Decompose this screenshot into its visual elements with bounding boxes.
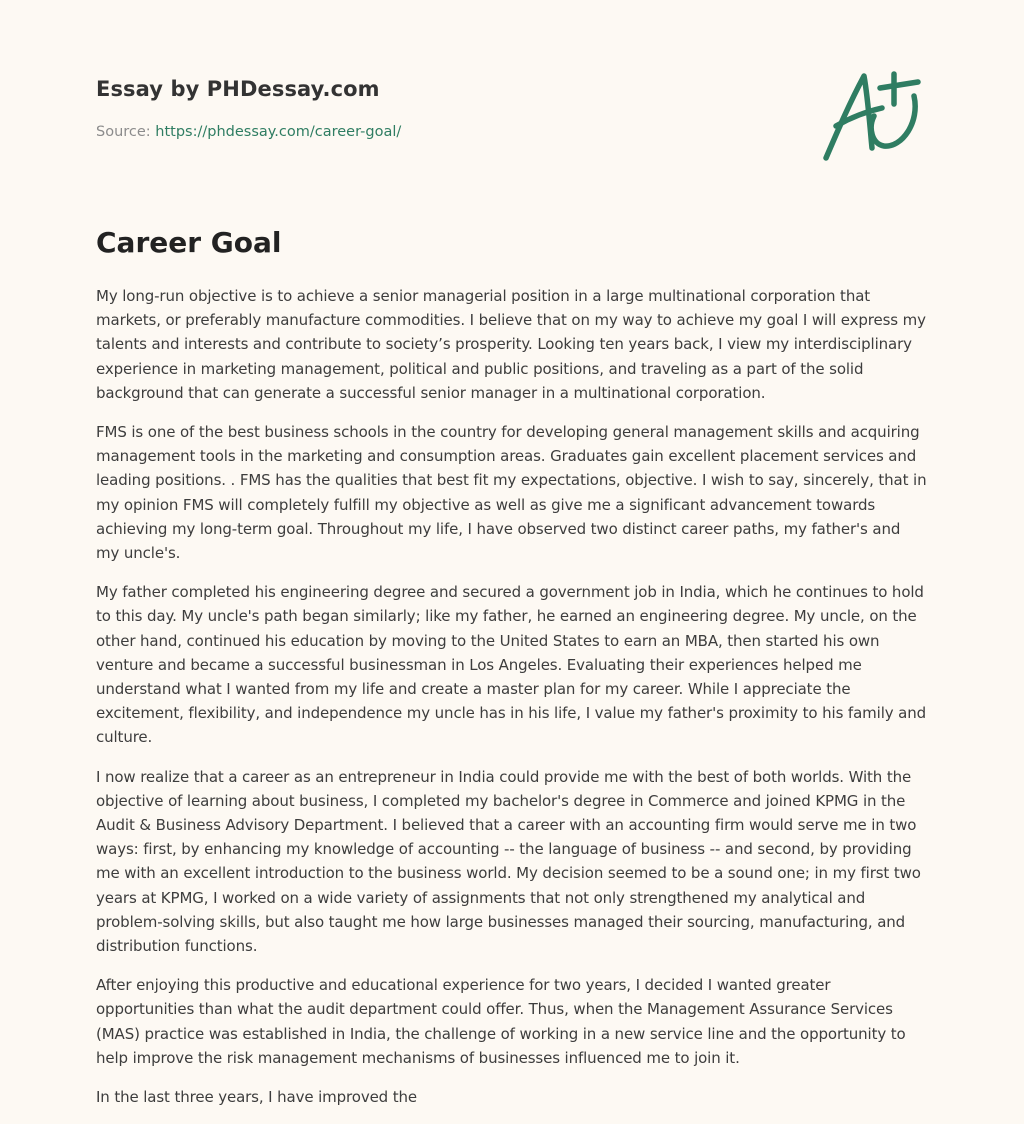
essay-page xyxy=(96,0,928,1107)
source-line xyxy=(96,124,401,140)
essay-paragraph: After enjoying this productive and educational experience for two years, I decided I wanted greater opportunities than what the audit department could offer. Thus, when the Management Assurance Services (MAS) practice was established in India, the challenge of working in a new service line and the opportunity to help improve the risk management mechanisms of businesses influenced me to join it. xyxy=(96,976,906,1067)
essay-paragraph: I now realize that a career as an entrepreneur in India could provide me with the best of both worlds. With the objective of learning about business, I completed my bachelor's degree in Commerce and joined KPMG in the Audit & Business Advisory Department. I believed that a career with an accounting firm would serve me in two ways: first, by enhancing my knowledge of accounting -- the language of business -- and second, by providing me with an excellent introduction to the business world. My decision seemed to be a sound one; in my first two years at KPMG, I worked on a wide variety of assignments that not only strengthened my analytical and problem-solving skills, but also taught me how large businesses managed their sourcing, manufacturing, and distribution functions. xyxy=(96,767,921,956)
essay-paragraph: In the last three years, I have improved the xyxy=(96,1088,417,1107)
essay-body xyxy=(96,284,928,1124)
essay-paragraph: My father completed his engineering degree and secured a government job in India, which he continues to hold to this day. My uncle's path began similarly; like my father, he earned an engineering degree. My uncle, on the other hand, continued his education by moving to the United States to earn an MBA, then started his own venture and became a successful businessman in Los Angeles. Evaluating their experiences helped me understand what I wanted from my life and create a master plan for my career. While I appreciate the excitement, flexibility, and independence my uncle has in his life, I value my father's proximity to his family and culture. xyxy=(96,583,927,747)
a-plus-grade-icon xyxy=(822,68,926,164)
essay-paragraph: FMS is one of the best business schools in the country for developing general management skills and acquiring management tools in the marketing and consumption areas. Graduates gain excellent placement services and leading positions. . FMS has the qualities that best fit my expectations, objective. I wish to say, sincerely, that in my opinion FMS will completely fulfill my objective as well as give me a significant advancement towards achieving my long-term goal. Throughout my life, I have observed two distinct career paths, my father's and my uncle's. xyxy=(96,423,927,563)
page-header xyxy=(96,0,928,200)
source-link[interactable]: https://phdessay.com/career-goal/ xyxy=(155,124,402,140)
source-label: Source: xyxy=(96,124,151,140)
essay-title: Career Goal xyxy=(96,226,282,259)
brand-title: Essay by PHDessay.com xyxy=(96,77,380,101)
essay-paragraph: My long-run objective is to achieve a senior managerial position in a large multinational corporation that markets, or preferably manufacture commodities. I believe that on my way to achieve my goal I will express my talents and interests and contribute to society’s prosperity. Looking ten years back, I view my interdisciplinary experience in marketing management, political and public positions, and traveling as a part of the solid background that can generate a successful senior manager in a multinational corporation. xyxy=(96,287,926,402)
